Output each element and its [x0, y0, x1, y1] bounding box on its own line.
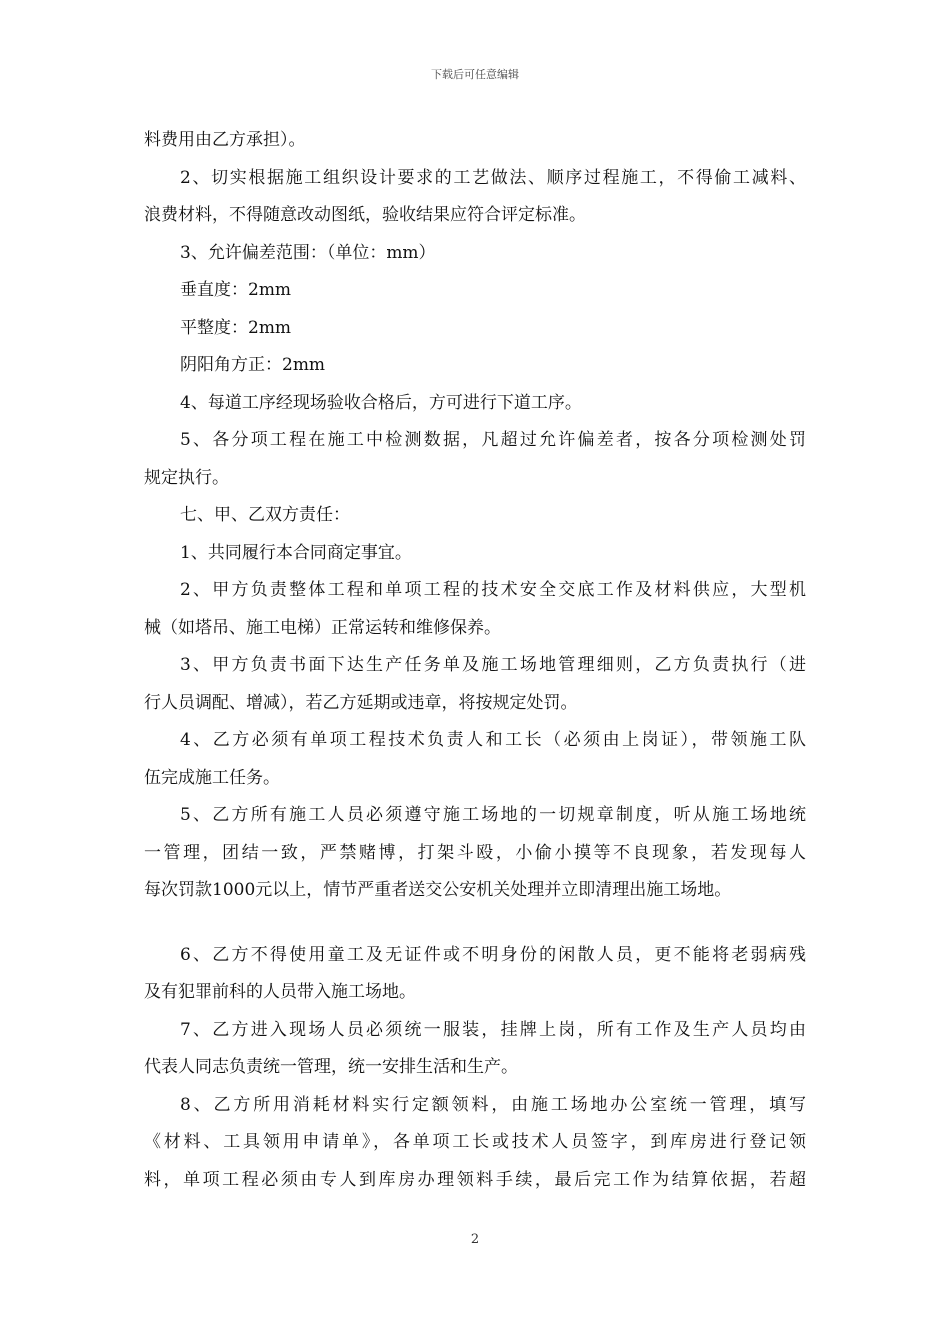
text-line: 垂直度：2mm	[180, 280, 292, 300]
section-heading: 七、甲、乙双方责任：	[180, 505, 350, 525]
text-line: 4、每道工序经现场验收合格后，方可进行下道工序。	[180, 392, 582, 413]
text-line: 8、乙方所用消耗材料实行定额领料，由施工场地办公室统一管理，填写	[180, 1094, 806, 1115]
paragraph-gap	[144, 910, 806, 937]
text-line: 规定执行。	[144, 467, 229, 488]
text-line: 行人员调配、增减），若乙方延期或违章，将按规定处罚。	[144, 692, 578, 713]
text-line: 《材料、工具领用申请单》，各单项工长或技术人员签字，到库房进行登记领	[144, 1132, 806, 1152]
page-header: 下载后可任意编辑	[431, 68, 519, 81]
text-line: 4、乙方必须有单项工程技术负责人和工长（必须由上岗证），带领施工队	[180, 730, 806, 750]
text-line: 阴阳角方正：2mm	[180, 355, 326, 375]
text-line: 平整度：2mm	[180, 317, 292, 338]
text-line: 浪费材料，不得随意改动图纸，验收结果应符合评定标准。	[144, 205, 586, 225]
text-line: 6、乙方不得使用童工及无证件或不明身份的闲散人员，更不能将老弱病残	[180, 944, 806, 965]
text-line: 代表人同志负责统一管理，统一安排生活和生产。	[144, 1057, 518, 1077]
text-line: 械（如塔吊、施工电梯）正常运转和维修保养。	[144, 617, 501, 638]
text-line: 每次罚款1000元以上，情节严重者送交公安机关处理并立即清理出施工场地。	[144, 880, 732, 900]
text-line: 3、甲方负责书面下达生产任务单及施工场地管理细则，乙方负责执行（进	[180, 655, 806, 675]
page-number: 2	[470, 1232, 480, 1247]
text-line: 7、乙方进入现场人员必须统一服装，挂牌上岗，所有工作及生产人员均由	[180, 1019, 806, 1040]
text-line: 5、各分项工程在施工中检测数据，凡超过允许偏差者，按各分项检测处罚	[180, 430, 806, 450]
text-line: 料费用由乙方承担）。	[144, 130, 306, 150]
text-line: 及有犯罪前科的人员带入施工场地。	[144, 982, 416, 1002]
text-line: 3、允许偏差范围：（单位：mm）	[180, 242, 436, 263]
text-line: 1、共同履行本合同商定事宜。	[180, 542, 412, 563]
text-line: 2、甲方负责整体工程和单项工程的技术安全交底工作及材料供应，大型机	[180, 580, 806, 600]
text-line: 伍完成施工任务。	[144, 767, 280, 788]
document-body	[144, 122, 806, 1199]
text-line: 一管理，团结一致，严禁赌博，打架斗殴，小偷小摸等不良现象，若发现每人	[144, 842, 806, 863]
text-line: 5、乙方所有施工人员必须遵守施工场地的一切规章制度，听从施工场地统	[180, 805, 806, 825]
text-line: 2、切实根据施工组织设计要求的工艺做法、顺序过程施工，不得偷工减料、	[180, 167, 806, 188]
text-line: 料，单项工程必须由专人到库房办理领料手续，最后完工作为结算依据，若超	[144, 1169, 806, 1190]
